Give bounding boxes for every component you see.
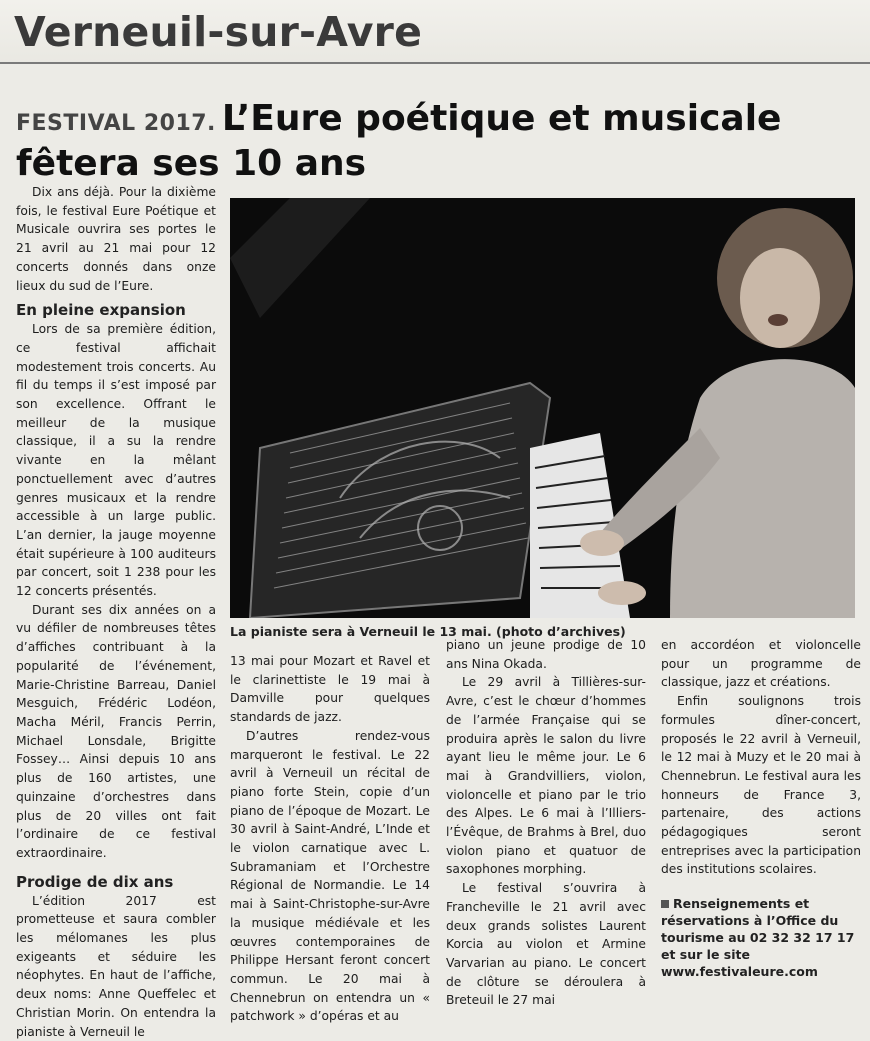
headline-kicker: FESTIVAL 2017. [16, 111, 216, 136]
pianist-photo [230, 198, 855, 618]
article-column-4 [661, 636, 861, 879]
subheading-expansion: En pleine expansion [16, 301, 186, 320]
paragraph: D’autres rendez-vous marqueront le festival. Le 22 avril à Verneuil un récital de piano forte Stein, copie d’un piano de l’époque de Mozart. Le 30 avril à Saint-André, L’Inde et le violon carnatique avec L. Subramaniam et l’Orchestre Régional de Normandie. Le 14 mai à Saint-Christophe-sur-Avre la musique médiévale et les œuvres contemporaines de Philippe Hersant feront concert commun. Le 20 mai à Chennebrun on entendra un « patchwork » d’opéras et au [230, 728, 430, 1024]
intro-paragraph: Dix ans déjà. Pour la dixième fois, le festival Eure Poétique et Musicale ouvrira ses portes le 21 avril au 21 mai pour 12 concerts donnés dans onze lieux du sud de l’Eure. [16, 185, 216, 293]
headline-line1: L’Eure poétique et musicale [221, 98, 782, 139]
info-text: Renseignements et réservations à l’Office du tourisme au 02 32 32 17 17 et sur le site [661, 896, 855, 962]
paragraph: Lors de sa première édition, ce festival affichait modestement trois concerts. Au fil du temps il s’est imposé par son excellence. Offrant le meilleur de la musique classique, il a su la rendre vivante en la mêlant ponctuellement avec d’autres genres musicaux et la rendre accessible à un large public. L’an dernier, la jauge moyenne était supérieure à 100 auditeurs par concert, soit 1 238 pour les 12 concerts présentés. [16, 322, 216, 599]
paragraph: Le 29 avril à Tillières-sur-Avre, c’est le chœur d’hommes de l’armée Française qui se produira après le salon du livre ayant lieu le même jour. Le 6 mai à Grandvilliers, violon, violoncelle et piano par le trio des Alpes. Le 6 mai à l’Illiers-l’Évêque, de Brahms à Brel, duo violon piano et quatuor de saxophones morphing. [446, 675, 646, 877]
paragraph: Durant ses dix années on a vu défiler de nombreuses têtes d’affiches contribuant à la popularité de l’événement, Marie-Christine Barreau, Daniel Mesguich, Frédéric Lodéon, Macha Méril, Francis Perrin, Michael Lonsdale, Brigitte Fossey… Ainsi depuis 10 ans plus de 160 artistes, une quinzaine d’orchestres dans plus de 20 villes ont fait l’ordinaire de ce festival extraordinaire. [16, 602, 216, 860]
headline-line2: fêtera ses 10 ans [16, 143, 367, 184]
grand-piano-photo-icon [230, 198, 855, 618]
article-headline [16, 99, 856, 184]
paragraph: Le festival s’ouvrira à Francheville le 21 avril avec deux grands solistes Laurent Korcia au violon et Armine Varvarian au piano. Le concert de clôture se déroulera à Breteuil le 27 mai [446, 881, 646, 1008]
article-column-2 [230, 652, 430, 1026]
paragraph: en accordéon et violoncelle pour un programme de classique, jazz et créations. [661, 638, 861, 690]
article-column-3 [446, 636, 646, 1010]
paragraph: 13 mai pour Mozart et Ravel et le clarinettiste le 19 mai à Damville pour quelques standards de jazz. [230, 654, 430, 725]
header-rule [0, 62, 870, 64]
website-link[interactable]: www.festivaleure.com [661, 964, 818, 979]
bullet-square-icon [661, 900, 669, 908]
paragraph: Enfin soulignons trois formules dîner-concert, proposés le 22 avril à Verneuil, le 12 mai à Muzy et le 20 mai à Chennebrun. Le festival aura les honneurs de France 3, partenaire, des actions pédagogiques seront entreprises avec la participation des institutions scolaires. [661, 694, 861, 877]
photo-caption: La pianiste sera à Verneuil le 13 mai. (photo d’archives) [230, 624, 626, 639]
article-column-1 [16, 183, 216, 1041]
paragraph: L’édition 2017 est prometteuse et saura combler les mélomanes les plus exigeants et séduire les néophytes. En haut de l’affiche, deux noms: Anne Queffelec et Christian Morin. On entendra la pianiste à Verneuil le [16, 893, 216, 1039]
subheading-prodige: Prodige de dix ans [16, 872, 174, 891]
info-box [661, 895, 866, 980]
section-city-title: Verneuil-sur-Avre [14, 8, 423, 56]
paragraph: piano un jeune prodige de 10 ans Nina Okada. [446, 638, 646, 671]
